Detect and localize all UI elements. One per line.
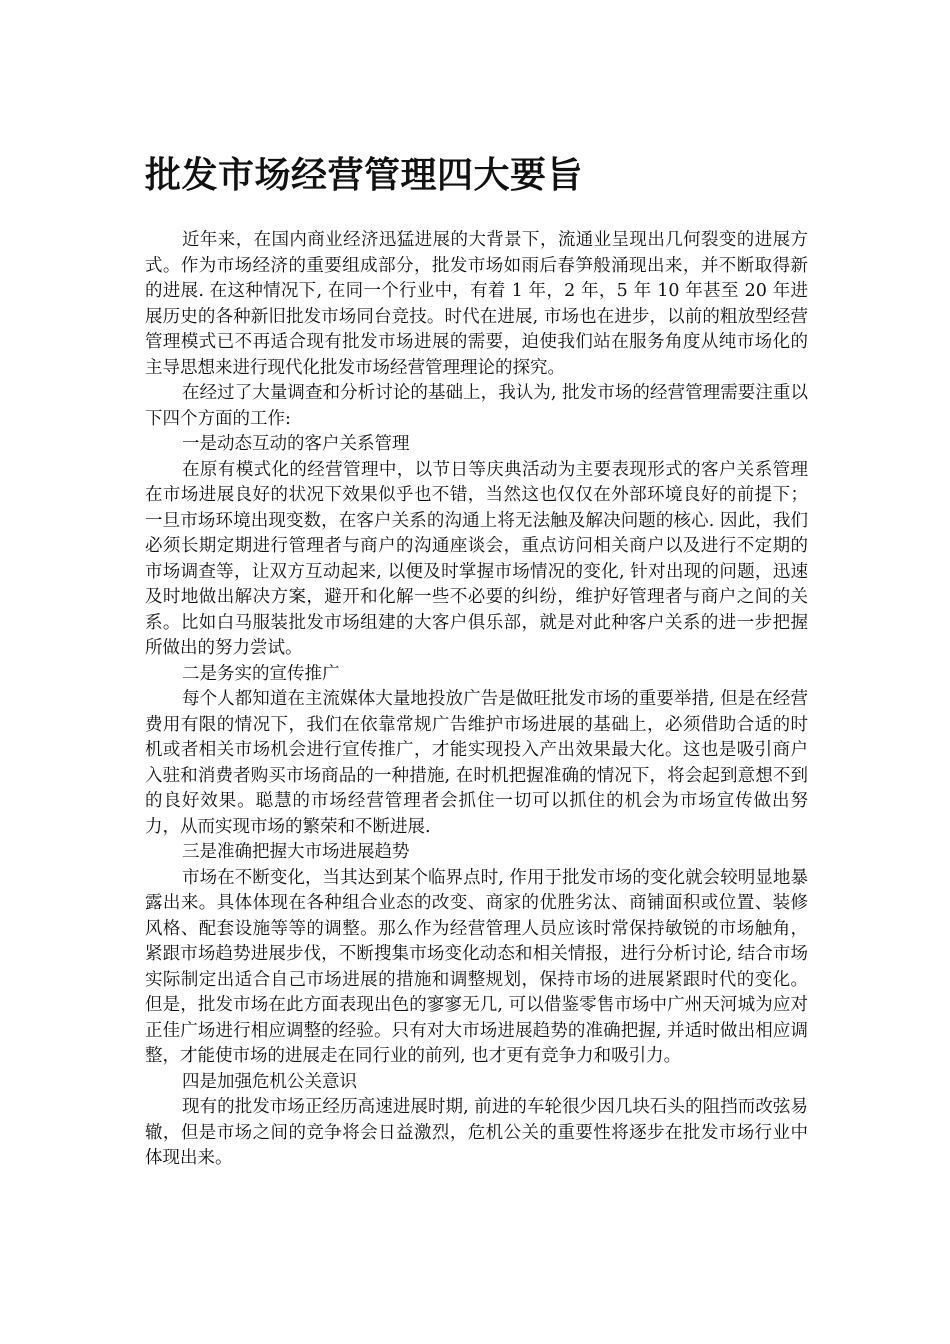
intro-paragraph: 近年来，在国内商业经济迅猛进展的大背景下，流通业呈现出几何裂变的进展方式。作为市场经济的重要组成部分，批发市场如雨后春笋般涌现出来，并不断取得新的进展. 在这种情况下, 在同一个行业中，有着 1 年，2 年，5 年 10 年甚至 20 年进展历史的各种新旧批发市场同台竞技。时代在进展, 市场也在进步，以前的粗放型经营管理模式已不再适合现有批发市场进展的需要，迫使我们站在服务角度从纯市场化的主导思想来进行现代化批发市场经营管理理论的探究。 <box>145 230 808 378</box>
market-trends-paragraph: 市场在不断变化，当其达到某个临界点时, 作用于批发市场的变化就会较明显地暴露出来。具体体现在各种组合业态的改变、商家的优胜劣汰、商铺面积或位置、装修风格、配套设施等等的调整。那么作为经营管理人员应该时常保持敏锐的市场触角，紧跟市场趋势进展步伐，不断搜集市场变化动态和相关情报，进行分析讨论, 结合市场实际制定出适合自己市场进展的措施和调整规划，保持市场的进展紧跟时代的变化。但是，批发市场在此方面表现出色的寥寥无几, 可以借鉴零售市场中广州天河城为应对正佳广场进行相应调整的经验。只有对大市场进展趋势的准确把握, 并适时做出相应调整，才能使市场的进展走在同行业的前列, 也才更有竞争力和吸引力。 <box>145 867 808 1066</box>
section-heading-customer-relations: 一是动态互动的客户关系管理 <box>182 434 410 454</box>
overview-paragraph: 在经过了大量调查和分析讨论的基础上，我认为, 批发市场的经营管理需要注重以下四个方面的工作: <box>145 383 808 429</box>
customer-relations-paragraph: 在原有模式化的经营管理中，以节日等庆典活动为主要表现形式的客户关系管理在市场进展良好的状况下效果似乎也不错，当然这也仅仅在外部环境良好的前提下；一旦市场环境出现变数，在客户关系的沟通上将无法触及解决问题的核心. 因此，我们必须长期定期进行管理者与商户的沟通座谈会，重点访问相关商户以及进行不定期的市场调查等，让双方互动起来, 以便及时掌握市场情况的变化, 针对出现的问题，迅速及时地做出解决方案，避开和化解一些不必要的纠纷，维护好管理者与商户之间的关系。比如白马服装批发市场组建的大客户俱乐部，就是对此种客户关系的进一步把握所做出的努力尝试。 <box>145 459 808 658</box>
crisis-pr-paragraph: 现有的批发市场正经历高速进展时期, 前进的车轮很少因几块石头的阻挡而改弦易辙，但是市场之间的竞争将会日益激烈，危机公关的重要性将逐步在批发市场行业中体现出来。 <box>145 1097 808 1168</box>
document-body <box>145 228 808 1172</box>
document-title: 批发市场经营管理四大要旨 <box>145 155 584 196</box>
section-heading-crisis-pr: 四是加强危机公关意识 <box>182 1071 357 1092</box>
promotion-paragraph: 每个人都知道在主流媒体大量地投放广告是做旺批发市场的重要举措, 但是在经营费用有限的情况下，我们在依靠常规广告维护市场进展的基础上，必须借助合适的时机或者相关市场机会进行宣传推广，才能实现投入产出效果最大化。这也是吸引商户入驻和消费者购买市场商品的一种措施, 在时机把握准确的情况下，将会起到意想不到的良好效果。聪慧的市场经营管理者会抓住一切可以抓住的机会为市场宣传做出努力，从而实现市场的繁荣和不断进展. <box>145 689 808 837</box>
section-heading-market-trends: 三是准确把握大市场进展趋势 <box>182 842 410 862</box>
section-heading-promotion: 二是务实的宣传推广 <box>182 663 340 684</box>
